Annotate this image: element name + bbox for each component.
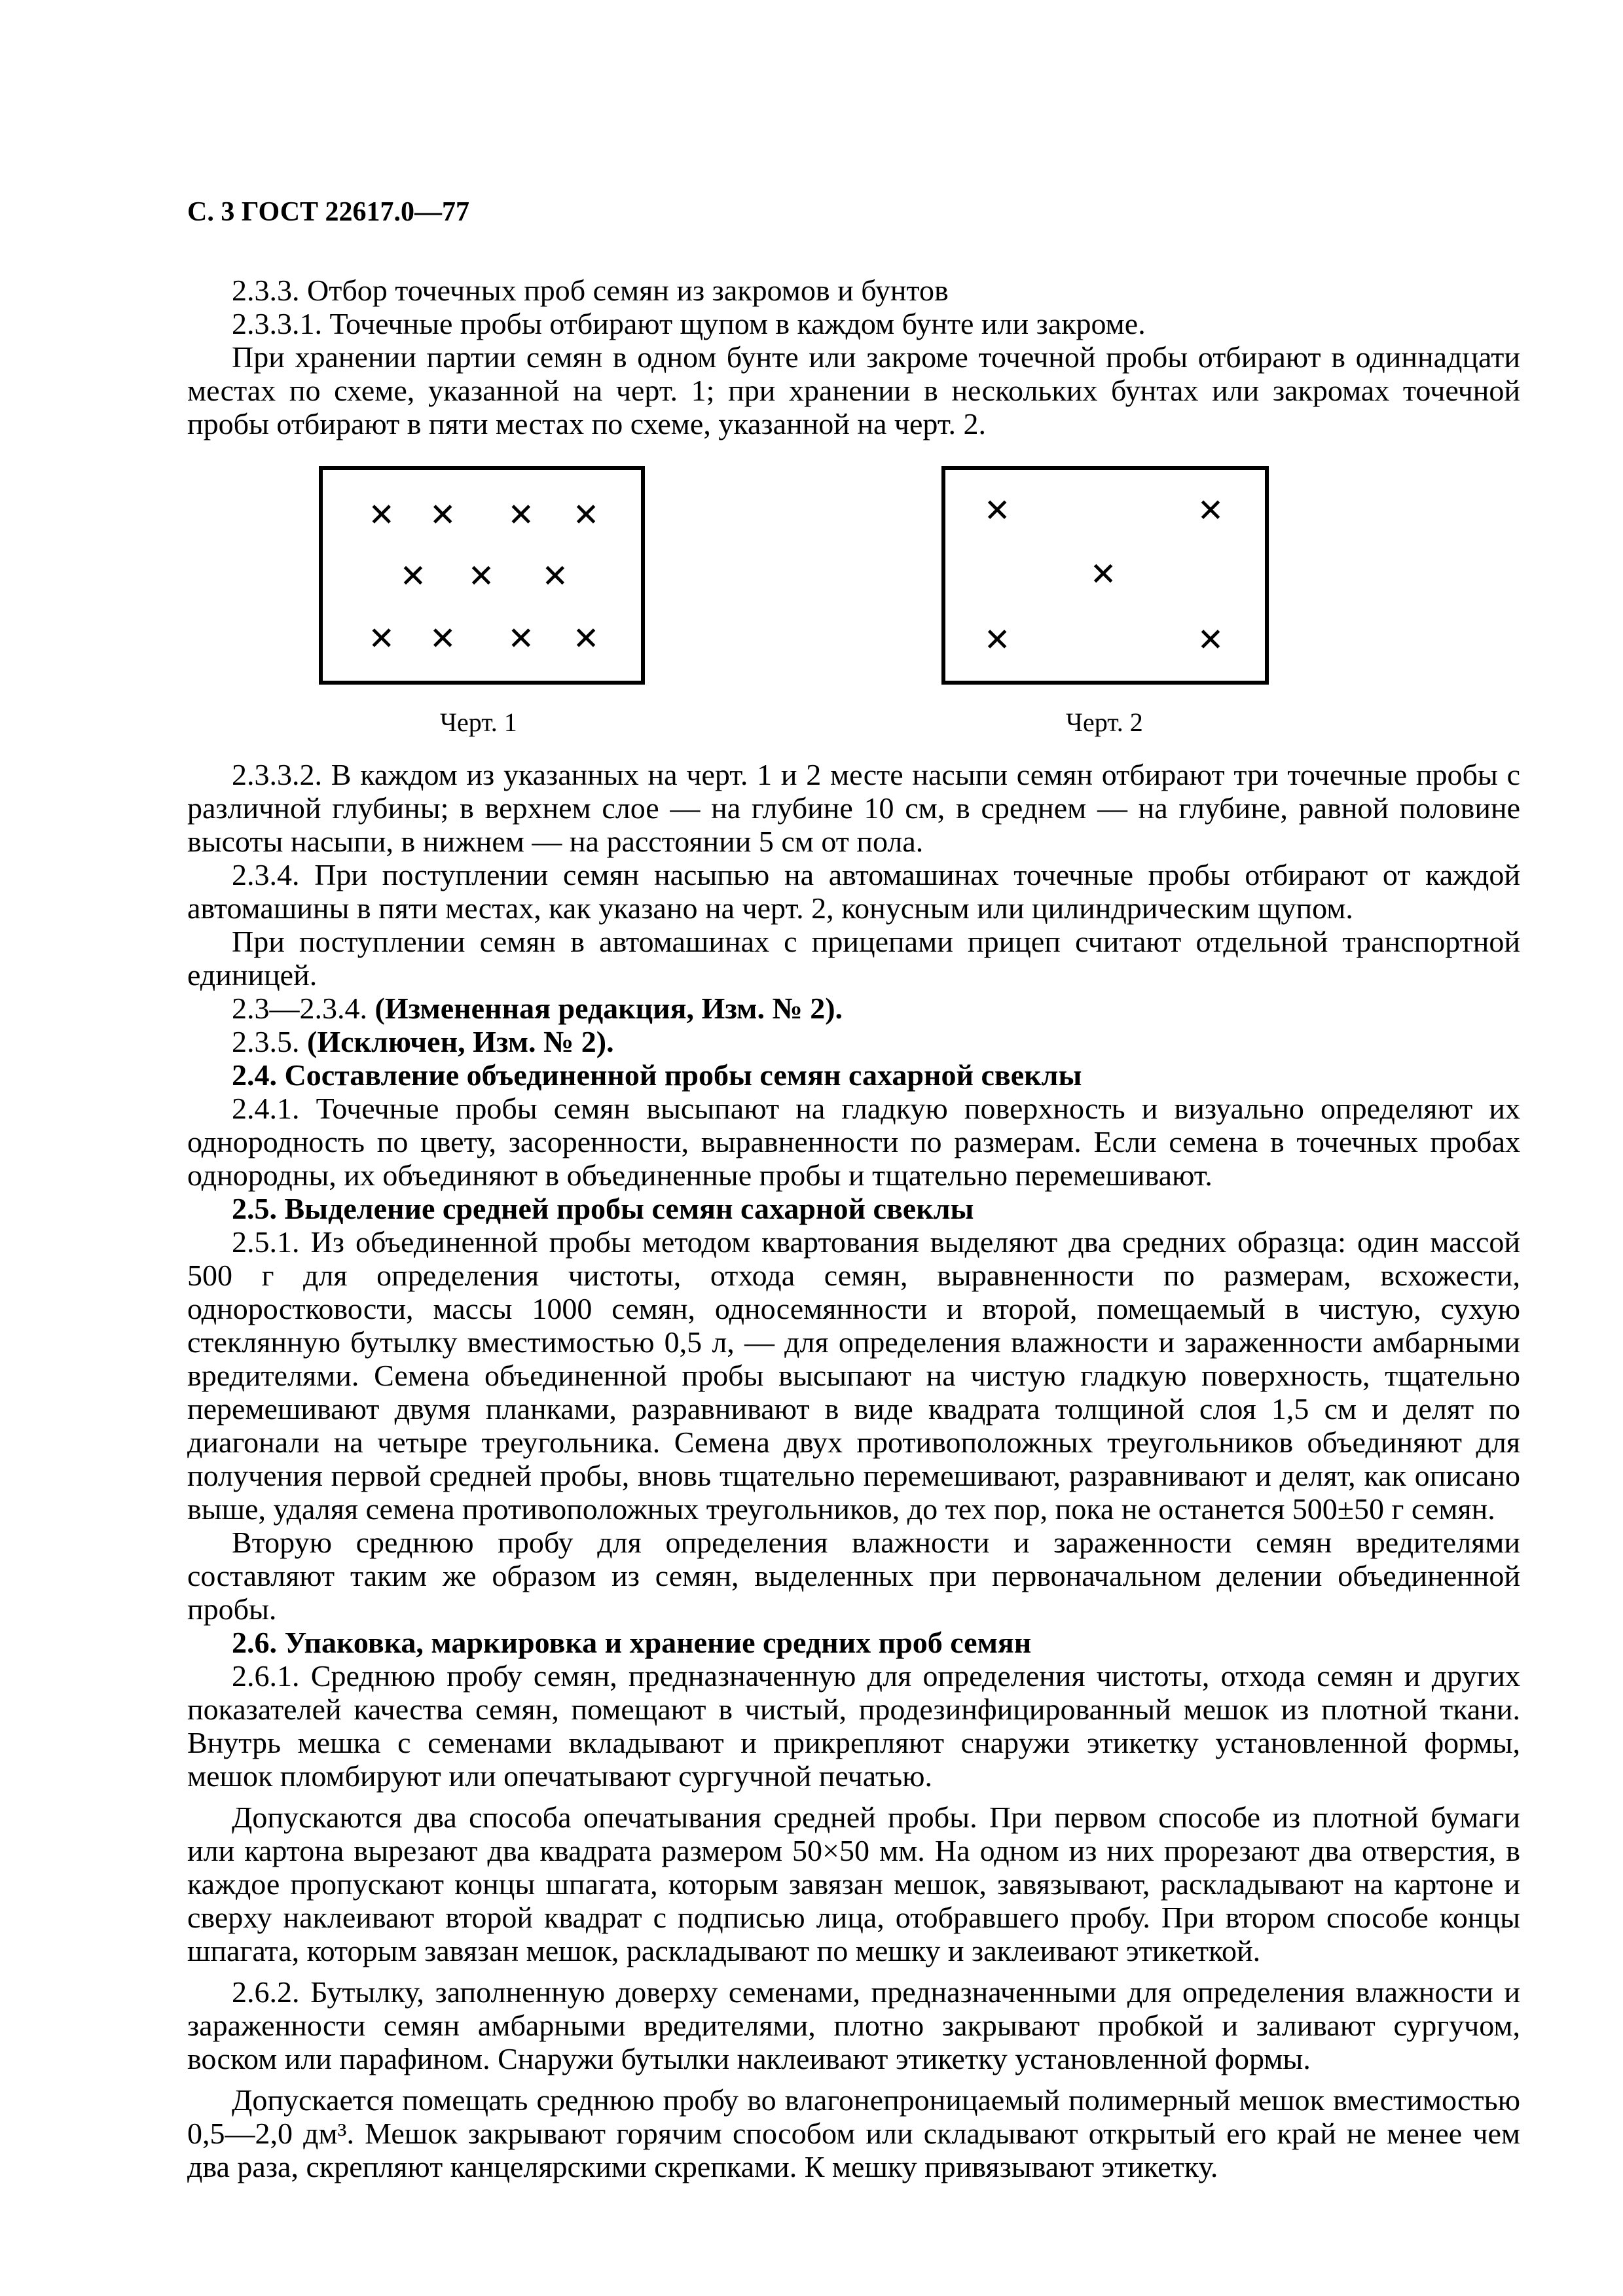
paragraph xyxy=(187,1192,1520,1225)
paragraph xyxy=(187,992,1520,1025)
sampling-points-11 xyxy=(323,470,641,681)
paragraph xyxy=(187,1801,1520,1967)
paragraph-text: 2.6.2. Бутылку, заполненную доверху семенами, предназначенными для определения влажности и зараженности семян амбарными вредителями, плотно закрывают пробкой и заливают сургучом, воском или парафином. Снаружи бутылки наклеивают этикетку установленной формы. xyxy=(187,1975,1520,2075)
paragraph: При хранении партии семян в одном бунте или закроме точечной пробы отбирают в одиннадцати местах по схеме, указанной на черт. 1; при хранении в нескольких бунтах или закромах точечной пробы отбирают в пяти местах по схеме, указанной на черт. 2. xyxy=(187,340,1520,440)
paragraph xyxy=(187,1659,1520,1793)
paragraph-text: 2.3.3.2. В каждом из указанных на черт. 1 и 2 месте насыпи семян отбирают три точечные пробы с различной глубины; в верхнем слое — на глубине 10 см, в среднем — на глубине, равной половине высоты насыпи, в нижнем — на расстоянии 5 см от пола. xyxy=(187,758,1520,858)
paragraph xyxy=(187,758,1520,858)
paragraph-bold-text: 2.4. Составление объединенной пробы семян сахарной свеклы xyxy=(232,1058,1082,1092)
sampling-points-5 xyxy=(945,470,1265,681)
paragraph-text: Вторую среднюю пробу для определения влажности и зараженности семян вредителями составляют таким же образом из семян, выделенных при первоначальном делении объединенной пробы. xyxy=(187,1526,1520,1626)
paragraph xyxy=(187,925,1520,992)
paragraph-bold-text: (Измененная редакция, Изм. № 2). xyxy=(374,992,843,1025)
paragraph: 2.3.3.1. Точечные пробы отбирают щупом в каждом бунте или закроме. xyxy=(232,307,1146,340)
paragraph xyxy=(187,1058,1520,1092)
paragraph xyxy=(187,858,1520,925)
paragraph-text: 2.5.1. Из объединенной пробы методом квартования выделяют два средних образца: один массой 500 г для определения чистоты, отхода семян, выравненности по размерам, всхожести, одноростковости, массы 1000 семян, односемянности и второй, помещаемый в чистую, сухую стеклянную бутылку вместимостью 0,5 л, — для определения влажности и зараженности амбарными вредителями. Семена объединенной пробы высыпают на чистую гладкую поверхность, тщательно перемешивают двумя планками, разравнивают в виде квадрата толщиной слоя 1,5 см и делят по диагонали на четыре треугольника. Семена двух противоположных треугольников объединяют для получения первой средней пробы, вновь тщательно перемешивают, разравнивают и делят, как описано выше, удаляя семена противоположных треугольников, до тех пор, пока не останется 500±50 г семян. xyxy=(187,1225,1520,1526)
paragraph-text: 2.4.1. Точечные пробы семян высыпают на гладкую поверхность и визуально определяют их однородность по цвету, засоренности, выравненности по размерам. Если семена в точечных пробах однородны, их объединяют в объединенные пробы и тщательно перемешивают. xyxy=(187,1092,1520,1192)
paragraph-text: Допускается помещать среднюю пробу во влагонепроницаемый полимерный мешок вместимостью 0,5—2,0 дм³. Мешок закрывают горячим способом или складывают открытый его край не менее чем два раза, скрепляют канцелярскими скрепками. К мешку привязывают этикетку. xyxy=(187,2083,1520,2183)
paragraph xyxy=(187,1225,1520,1526)
paragraph: 2.3.3. Отбор точечных проб семян из закромов и бунтов xyxy=(232,274,949,307)
figure-2-caption: Черт. 2 xyxy=(1066,708,1143,737)
paragraph xyxy=(187,1526,1520,1626)
paragraph-text: 2.3—2.3.4. xyxy=(232,992,375,1025)
paragraph-text: 2.3.4. При поступлении семян насыпью на автомашинах точечные пробы отбирают от каждой автомашины в пяти местах, как указано на черт. 2, конусным или цилиндрическим щупом. xyxy=(187,858,1520,925)
paragraph-bold-text: 2.6. Упаковка, маркировка и хранение средних проб семян xyxy=(232,1626,1032,1659)
paragraph-text: При поступлении семян в автомашинах с прицепами прицеп считают отдельной транспортной единицей. xyxy=(187,925,1520,992)
figure-1-caption: Черт. 1 xyxy=(440,708,517,737)
paragraph-bold-text: (Исключен, Изм. № 2). xyxy=(307,1025,614,1058)
paragraph xyxy=(187,1975,1520,2075)
paragraph xyxy=(187,2083,1520,2183)
paragraph xyxy=(187,1025,1520,1058)
main-text xyxy=(187,758,1520,2183)
paragraph-text: Допускаются два способа опечатывания средней пробы. При первом способе из плотной бумаги или картона вырезают два квадрата размером 50×50 мм. На одном из них прорезают два отверстия, в каждое пропускают концы шпагата, которым завязан мешок, завязывают, раскладывают на картоне и сверху наклеивают второй квадрат с подписью лица, отобравшего пробу. При втором способе концы шпагата, которым завязан мешок, раскладывают по мешку и заклеивают этикеткой. xyxy=(187,1801,1520,1967)
paragraph-bold-text: 2.5. Выделение средней пробы семян сахарной свеклы xyxy=(232,1192,974,1225)
intro-text xyxy=(187,274,1520,440)
figure-1-diagram xyxy=(319,466,645,685)
paragraph xyxy=(187,1626,1520,1659)
page-header: С. 3 ГОСТ 22617.0—77 xyxy=(187,197,470,227)
paragraph xyxy=(187,1092,1520,1192)
figure-2-diagram xyxy=(941,466,1269,685)
paragraph-text: 2.3.5. xyxy=(232,1025,307,1058)
paragraph-text: 2.6.1. Среднюю пробу семян, предназначенную для определения чистоты, отхода семян и других показателей качества семян, помещают в чистый, продезинфицированный мешок из плотной ткани. Внутрь мешка с семенами вкладывают и прикрепляют снаружи этикетку установленной формы, мешок пломбируют или опечатывают сургучной печатью. xyxy=(187,1659,1520,1793)
